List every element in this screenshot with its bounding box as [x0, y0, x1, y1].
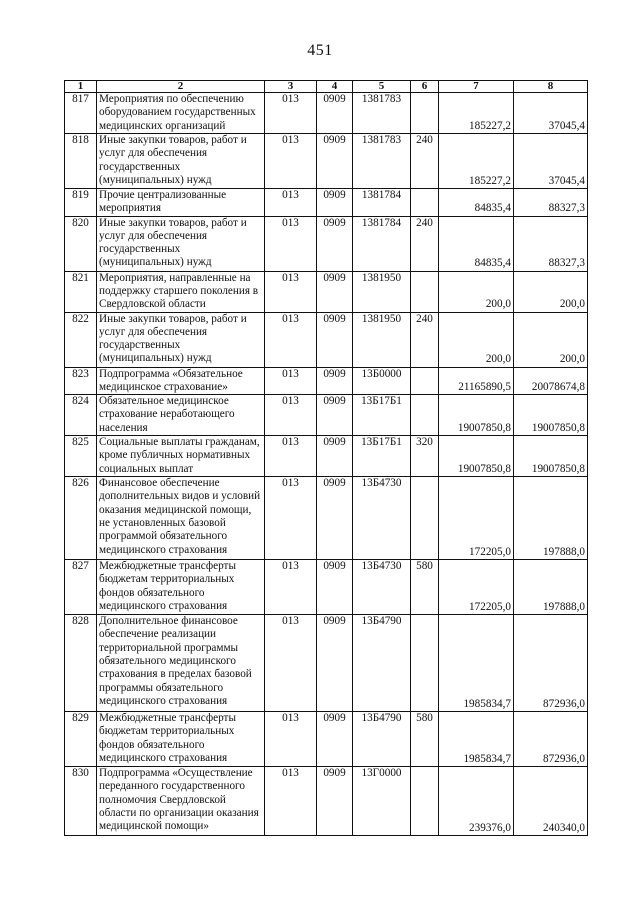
row-number: 821	[65, 271, 97, 312]
table-row	[65, 712, 588, 767]
row-number: 825	[65, 436, 97, 477]
row-number: 827	[65, 560, 97, 615]
target-article-code: 13Б4790	[353, 712, 411, 767]
expense-type-code	[411, 93, 439, 134]
table-row	[65, 134, 588, 189]
table-row	[65, 312, 588, 367]
section-code: 0909	[317, 93, 353, 134]
page-number: 451	[307, 42, 333, 59]
row-number: 829	[65, 712, 97, 767]
amount-col7: 172205,0	[439, 477, 514, 560]
item-name: Прочие централизованные мероприятия	[97, 189, 265, 217]
amount-col7: 19007850,8	[439, 395, 514, 436]
expense-type-code	[411, 395, 439, 436]
table-row	[65, 615, 588, 712]
admin-code: 013	[265, 134, 317, 189]
expense-type-code	[411, 477, 439, 560]
expense-type-code: 240	[411, 312, 439, 367]
row-number: 823	[65, 367, 97, 395]
expense-type-code	[411, 615, 439, 712]
item-name: Иные закупки товаров, работ и услуг для обеспечения государственных (муниципальных) нужд	[97, 312, 265, 367]
admin-code: 013	[265, 93, 317, 134]
section-code: 0909	[317, 615, 353, 712]
amount-col8: 872936,0	[514, 615, 588, 712]
amount-col8: 19007850,8	[514, 436, 588, 477]
amount-col8: 88327,3	[514, 216, 588, 271]
col-header-3: 3	[265, 81, 317, 93]
section-code: 0909	[317, 436, 353, 477]
amount-col8: 240340,0	[514, 767, 588, 836]
expense-type-code	[411, 189, 439, 217]
item-name: Финансовое обеспечение дополнительных видов и условий оказания медицинской помощи, не установленных базовой программой обязательного медицинского страхования	[97, 477, 265, 560]
admin-code: 013	[265, 615, 317, 712]
target-article-code: 1381783	[353, 93, 411, 134]
table-row	[65, 271, 588, 312]
section-code: 0909	[317, 189, 353, 217]
section-code: 0909	[317, 477, 353, 560]
admin-code: 013	[265, 477, 317, 560]
table-row	[65, 367, 588, 395]
amount-col7: 1985834,7	[439, 712, 514, 767]
target-article-code: 1381784	[353, 216, 411, 271]
expense-type-code	[411, 367, 439, 395]
col-header-4: 4	[317, 81, 353, 93]
table-row	[65, 216, 588, 271]
row-number: 818	[65, 134, 97, 189]
item-name: Иные закупки товаров, работ и услуг для обеспечения государственных (муниципальных) нужд	[97, 134, 265, 189]
table-row	[65, 189, 588, 217]
amount-col7: 200,0	[439, 312, 514, 367]
amount-col8: 197888,0	[514, 560, 588, 615]
item-name: Социальные выплаты гражданам, кроме публичных нормативных социальных выплат	[97, 436, 265, 477]
target-article-code: 1381784	[353, 189, 411, 217]
section-code: 0909	[317, 134, 353, 189]
target-article-code: 13Б4730	[353, 560, 411, 615]
amount-col7: 1985834,7	[439, 615, 514, 712]
admin-code: 013	[265, 436, 317, 477]
section-code: 0909	[317, 560, 353, 615]
admin-code: 013	[265, 271, 317, 312]
budget-table	[64, 80, 588, 836]
expense-type-code: 580	[411, 560, 439, 615]
target-article-code: 13Б17Б1	[353, 436, 411, 477]
col-header-7: 7	[439, 81, 514, 93]
col-header-8: 8	[514, 81, 588, 93]
expense-type-code: 240	[411, 216, 439, 271]
row-number: 822	[65, 312, 97, 367]
expense-type-code	[411, 271, 439, 312]
item-name: Межбюджетные трансферты бюджетам территориальных фондов обязательного медицинского страхования	[97, 712, 265, 767]
table-row	[65, 560, 588, 615]
amount-col7: 19007850,8	[439, 436, 514, 477]
section-code: 0909	[317, 767, 353, 836]
expense-type-code: 240	[411, 134, 439, 189]
item-name: Дополнительное финансовое обеспечение реализации территориальной программы обязательного медицинского страхования в пределах базовой программы обязательного медицинского страхования	[97, 615, 265, 712]
table-row	[65, 477, 588, 560]
amount-col7: 185227,2	[439, 134, 514, 189]
target-article-code: 13Б4790	[353, 615, 411, 712]
item-name: Подпрограмма «Обязательное медицинское страхование»	[97, 367, 265, 395]
header-row	[65, 81, 588, 93]
expense-type-code	[411, 767, 439, 836]
amount-col8: 200,0	[514, 312, 588, 367]
amount-col7: 200,0	[439, 271, 514, 312]
admin-code: 013	[265, 395, 317, 436]
col-header-5: 5	[353, 81, 411, 93]
row-number: 820	[65, 216, 97, 271]
target-article-code: 1381783	[353, 134, 411, 189]
target-article-code: 1381950	[353, 312, 411, 367]
section-code: 0909	[317, 395, 353, 436]
admin-code: 013	[265, 189, 317, 217]
admin-code: 013	[265, 216, 317, 271]
section-code: 0909	[317, 216, 353, 271]
admin-code: 013	[265, 560, 317, 615]
row-number: 826	[65, 477, 97, 560]
section-code: 0909	[317, 271, 353, 312]
amount-col8: 200,0	[514, 271, 588, 312]
amount-col8: 872936,0	[514, 712, 588, 767]
amount-col7: 84835,4	[439, 189, 514, 217]
amount-col7: 185227,2	[439, 93, 514, 134]
amount-col8: 37045,4	[514, 134, 588, 189]
section-code: 0909	[317, 312, 353, 367]
item-name: Обязательное медицинское страхование неработающего населения	[97, 395, 265, 436]
table-row	[65, 93, 588, 134]
admin-code: 013	[265, 312, 317, 367]
table-row	[65, 395, 588, 436]
admin-code: 013	[265, 367, 317, 395]
row-number: 828	[65, 615, 97, 712]
row-number: 830	[65, 767, 97, 836]
amount-col7: 21165890,5	[439, 367, 514, 395]
expense-type-code: 320	[411, 436, 439, 477]
target-article-code: 13Б17Б1	[353, 395, 411, 436]
amount-col7: 84835,4	[439, 216, 514, 271]
row-number: 817	[65, 93, 97, 134]
target-article-code: 13Б0000	[353, 367, 411, 395]
item-name: Иные закупки товаров, работ и услуг для обеспечения государственных (муниципальных) нужд	[97, 216, 265, 271]
table-row	[65, 767, 588, 836]
amount-col8: 197888,0	[514, 477, 588, 560]
item-name: Мероприятия по обеспечению оборудованием государственных медицинских организаций	[97, 93, 265, 134]
section-code: 0909	[317, 367, 353, 395]
amount-col7: 172205,0	[439, 560, 514, 615]
item-name: Мероприятия, направленные на поддержку старшего поколения в Свердловской области	[97, 271, 265, 312]
admin-code: 013	[265, 767, 317, 836]
expense-type-code: 580	[411, 712, 439, 767]
col-header-2: 2	[97, 81, 265, 93]
table-row	[65, 436, 588, 477]
section-code: 0909	[317, 712, 353, 767]
target-article-code: 1381950	[353, 271, 411, 312]
amount-col8: 37045,4	[514, 93, 588, 134]
amount-col8: 19007850,8	[514, 395, 588, 436]
amount-col8: 88327,3	[514, 189, 588, 217]
item-name: Межбюджетные трансферты бюджетам территориальных фондов обязательного медицинского страхования	[97, 560, 265, 615]
row-number: 824	[65, 395, 97, 436]
col-header-1: 1	[65, 81, 97, 93]
item-name: Подпрограмма «Осуществление переданного государственного полномочия Свердловской области по организации оказания медицинской помощи»	[97, 767, 265, 836]
target-article-code: 13Г0000	[353, 767, 411, 836]
row-number: 819	[65, 189, 97, 217]
col-header-6: 6	[411, 81, 439, 93]
amount-col8: 20078674,8	[514, 367, 588, 395]
target-article-code: 13Б4730	[353, 477, 411, 560]
admin-code: 013	[265, 712, 317, 767]
amount-col7: 239376,0	[439, 767, 514, 836]
